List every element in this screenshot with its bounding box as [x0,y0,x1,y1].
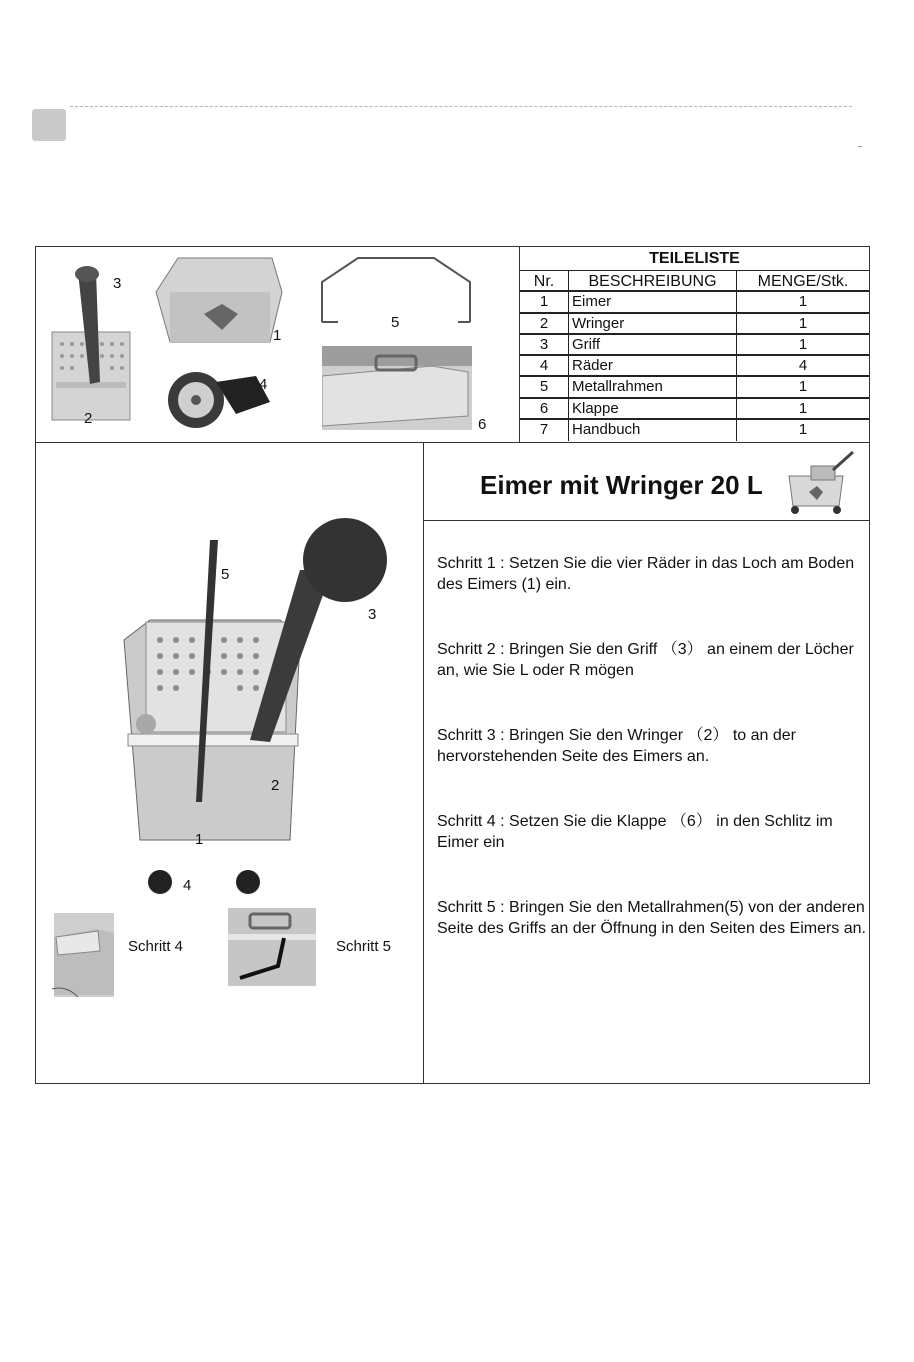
header-tick [858,146,862,147]
cell-nr: 6 [520,399,569,418]
part-label-3: 3 [113,275,122,292]
table-row [520,356,869,377]
section-marker [32,109,66,141]
cell-nr: 3 [520,335,569,354]
cell-description: Metallrahmen [569,377,737,396]
cell-description: Räder [569,356,737,375]
step-5-text: Schritt 5 : Bringen Sie den Metallrahmen(5) von der anderen Seite des Griffs an der Öffnung in den Seiten des Eimers an. [437,899,866,937]
assembly-label-4: 4 [183,877,192,894]
table-row [520,292,869,313]
cell-description: Griff [569,335,737,354]
product-title: Eimer mit Wringer 20 L [480,470,763,500]
cell-quantity: 1 [798,378,808,396]
cell-nr: 2 [520,314,569,333]
step-4-text: Schritt 4 : Setzen Sie die Klappe （6） in den Schlitz im Eimer ein [437,813,833,851]
table-row [520,314,869,335]
bucket-photo [152,252,288,348]
assembly-label-1: 1 [195,831,204,848]
col-header-quantity: MENGE/Stk. [757,273,849,290]
part-label-2: 2 [84,410,93,427]
step-1-text: Schritt 1 : Setzen Sie die vier Räder in das Loch am Boden des Eimers (1) ein. [437,555,855,593]
parts-list-table [520,247,869,441]
cell-quantity: 1 [798,399,808,417]
cell-nr: 5 [520,377,569,396]
cell-description: Handbuch [569,420,737,441]
flap-photo [322,346,472,430]
cell-quantity: 1 [798,335,808,353]
step-5-photo [228,908,316,986]
header-divider [70,106,852,107]
step-4-photo [52,911,116,999]
title-separator [423,520,870,521]
frame-divider-horizontal [35,442,870,443]
cell-description: Klappe [569,399,737,418]
assembled-bucket-photo [100,510,400,900]
col-header-description: BESCHREIBUNG [569,271,737,290]
bucket-wringer-thumbnail [783,448,859,518]
cell-quantity: 4 [798,357,808,375]
cell-quantity: 1 [798,293,808,311]
step-4-caption: Schritt 4 [128,938,184,955]
frame-divider-main [423,442,424,1084]
assembly-label-5: 5 [221,566,230,583]
table-row [520,335,869,356]
table-row [520,399,869,420]
wringer-with-handle-photo [48,262,138,430]
col-header-nr: Nr. [520,271,569,290]
step-2-text: Schritt 2 : Bringen Sie den Griff （3） an einem der Löcher an, wie Sie L oder R mögen [437,641,854,679]
part-label-6: 6 [478,416,487,433]
cell-quantity: 1 [798,314,808,332]
cell-quantity: 1 [798,421,808,439]
cell-nr: 4 [520,356,569,375]
part-label-1: 1 [273,327,282,344]
table-row [520,377,869,398]
part-label-5: 5 [391,314,400,331]
cell-nr: 7 [520,420,569,441]
assembly-label-3: 3 [368,606,377,623]
cell-nr: 1 [520,292,569,311]
parts-list-title: TEILELISTE [520,247,869,271]
cell-description: Eimer [569,292,737,311]
assembly-label-2: 2 [271,777,280,794]
wheel-photo [166,362,276,434]
part-label-4: 4 [259,376,268,393]
cell-description: Wringer [569,314,737,333]
parts-list-header-row [520,271,869,292]
table-row [520,420,869,441]
step-5-caption: Schritt 5 [336,938,392,955]
step-3-text: Schritt 3 : Bringen Sie den Wringer （2） to an der hervorstehenden Seite des Eimers an. [437,727,796,765]
